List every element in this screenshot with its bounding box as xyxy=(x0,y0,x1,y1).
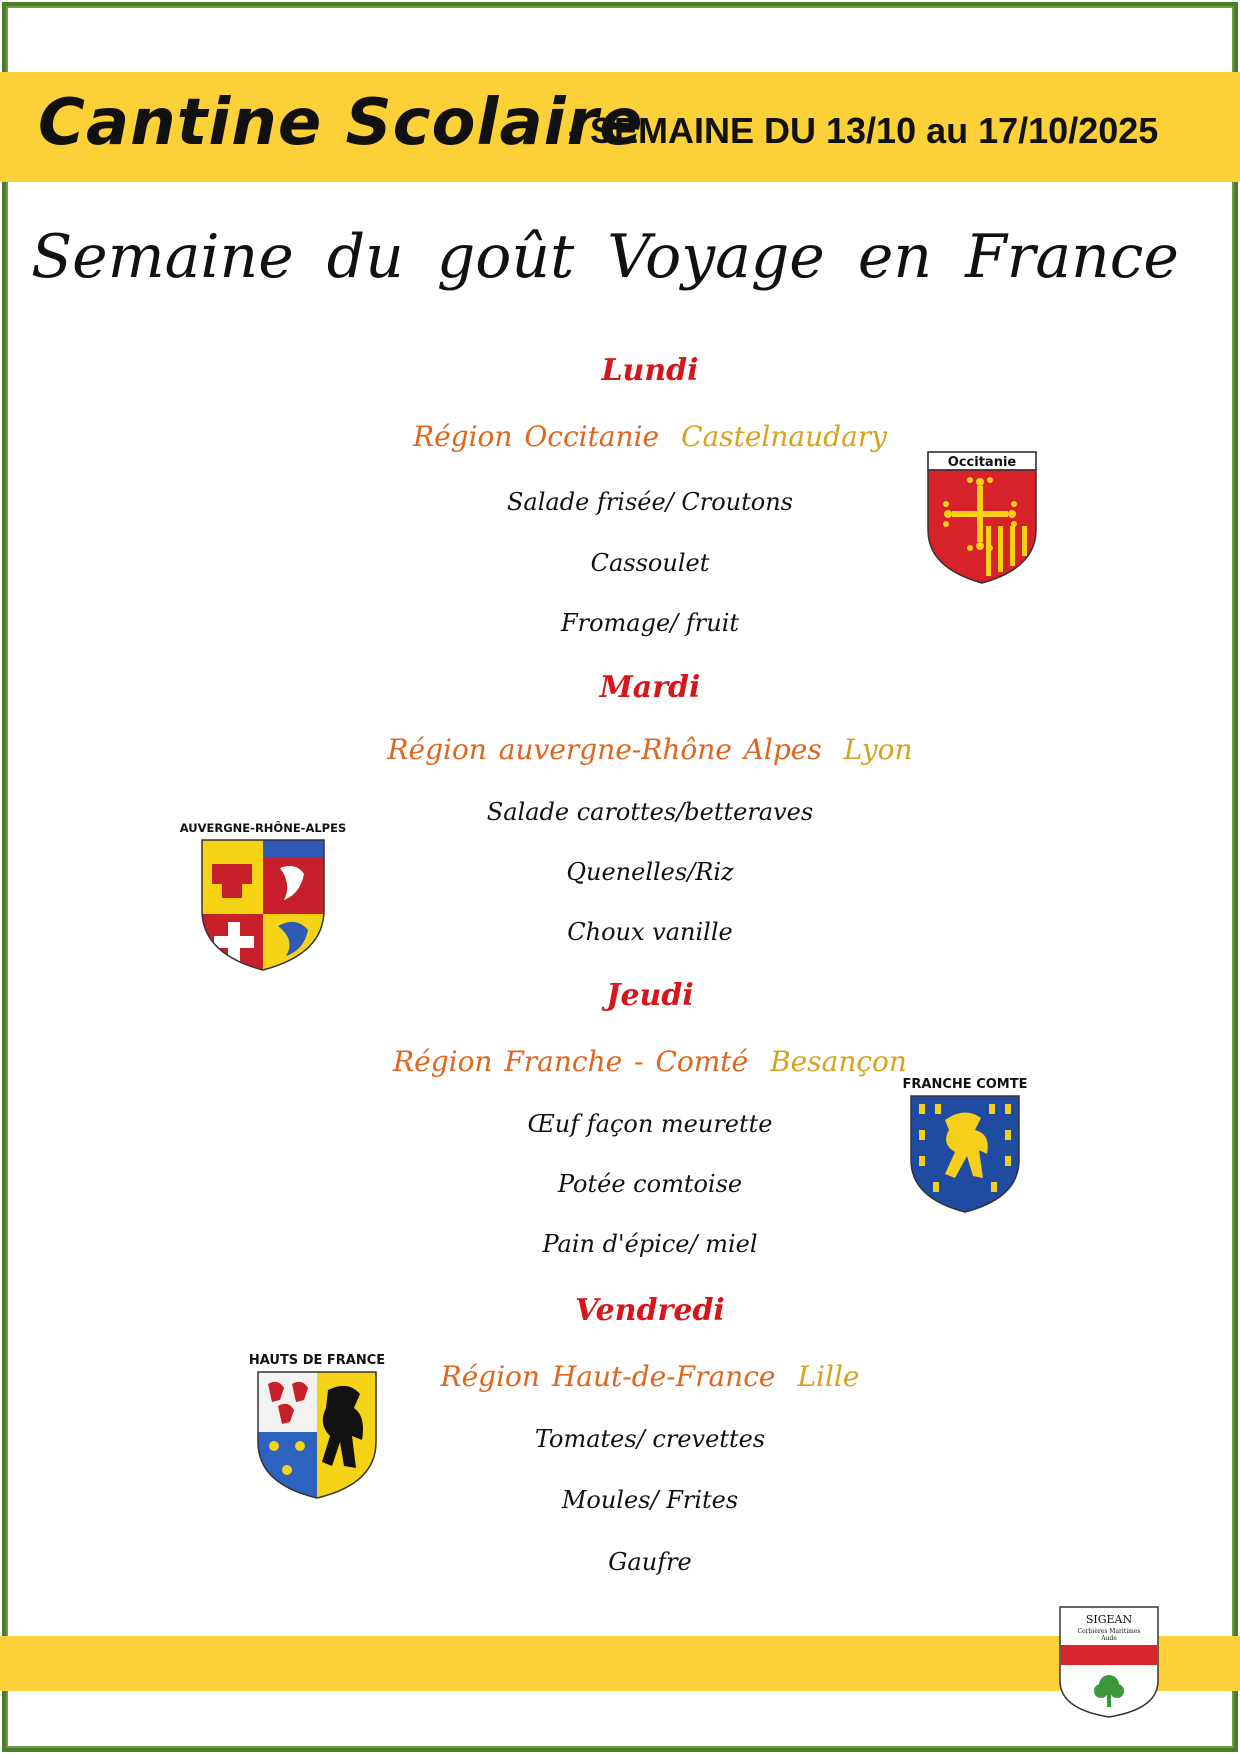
day-title-vendredi: Vendredi xyxy=(575,1293,725,1328)
region-city: Lyon xyxy=(843,733,913,766)
crest-label: HAUTS DE FRANCE xyxy=(248,1353,386,1368)
crest-label: AUVERGNE-RHÔNE-ALPES xyxy=(179,821,347,835)
auvergne-rhone-alpes-crest xyxy=(179,818,347,974)
menu-item: Fromage/ fruit xyxy=(560,609,740,637)
hauts-de-france-crest xyxy=(248,1350,386,1500)
menu-item: Gaufre xyxy=(608,1548,692,1576)
crest-label: Occitanie xyxy=(947,455,1017,470)
region-city: Lille xyxy=(797,1360,860,1393)
logo-subtitle: Corbières Maritimes xyxy=(1077,1628,1141,1635)
menu-item: Quenelles/Riz xyxy=(566,858,734,886)
logo-name: SIGEAN xyxy=(1085,1613,1133,1626)
menu-item: Tomates/ crevettes xyxy=(534,1425,766,1453)
menu-item: Salade frisée/ Croutons xyxy=(506,488,793,516)
sigean-logo xyxy=(1058,1605,1160,1719)
theme-heading: Semaine du goût Voyage en France xyxy=(31,222,1179,292)
day-title-lundi: Lundi xyxy=(601,353,699,388)
region-line-mardi xyxy=(290,733,1010,766)
page-title: Cantine Scolaire xyxy=(38,86,644,160)
menu-item: Choux vanille xyxy=(567,918,733,946)
footer-band xyxy=(0,1636,1240,1691)
menu-item: Moules/ Frites xyxy=(561,1486,739,1514)
region-city: Besançon xyxy=(770,1045,907,1078)
menu-item: Cassoulet xyxy=(590,549,710,577)
menu-item: Salade carottes/betteraves xyxy=(486,798,814,826)
crest-label: FRANCHE COMTE xyxy=(902,1077,1028,1092)
day-title-mardi: Mardi xyxy=(599,670,701,705)
menu-item: Potée comtoise xyxy=(557,1170,743,1198)
logo-department: Aude xyxy=(1101,1635,1117,1642)
region-name: Région Occitanie xyxy=(413,420,660,453)
franche-comte-crest xyxy=(902,1074,1028,1214)
region-name: Région auvergne-Rhône Alpes xyxy=(387,733,822,766)
region-city: Castelnaudary xyxy=(681,420,887,453)
day-title-jeudi: Jeudi xyxy=(606,978,694,1013)
week-range: - SEMAINE DU 13/10 au 17/10/2025 xyxy=(568,110,1159,151)
menu-item: Pain d'épice/ miel xyxy=(542,1230,758,1258)
region-line-jeudi xyxy=(290,1045,1010,1078)
region-line-lundi xyxy=(290,420,1010,453)
occitanie-crest xyxy=(926,450,1040,585)
region-line-vendredi xyxy=(290,1360,1010,1393)
region-name: Région Haut-de-France xyxy=(440,1360,776,1393)
menu-item: Œuf façon meurette xyxy=(527,1110,773,1138)
region-name: Région Franche - Comté xyxy=(393,1045,749,1078)
